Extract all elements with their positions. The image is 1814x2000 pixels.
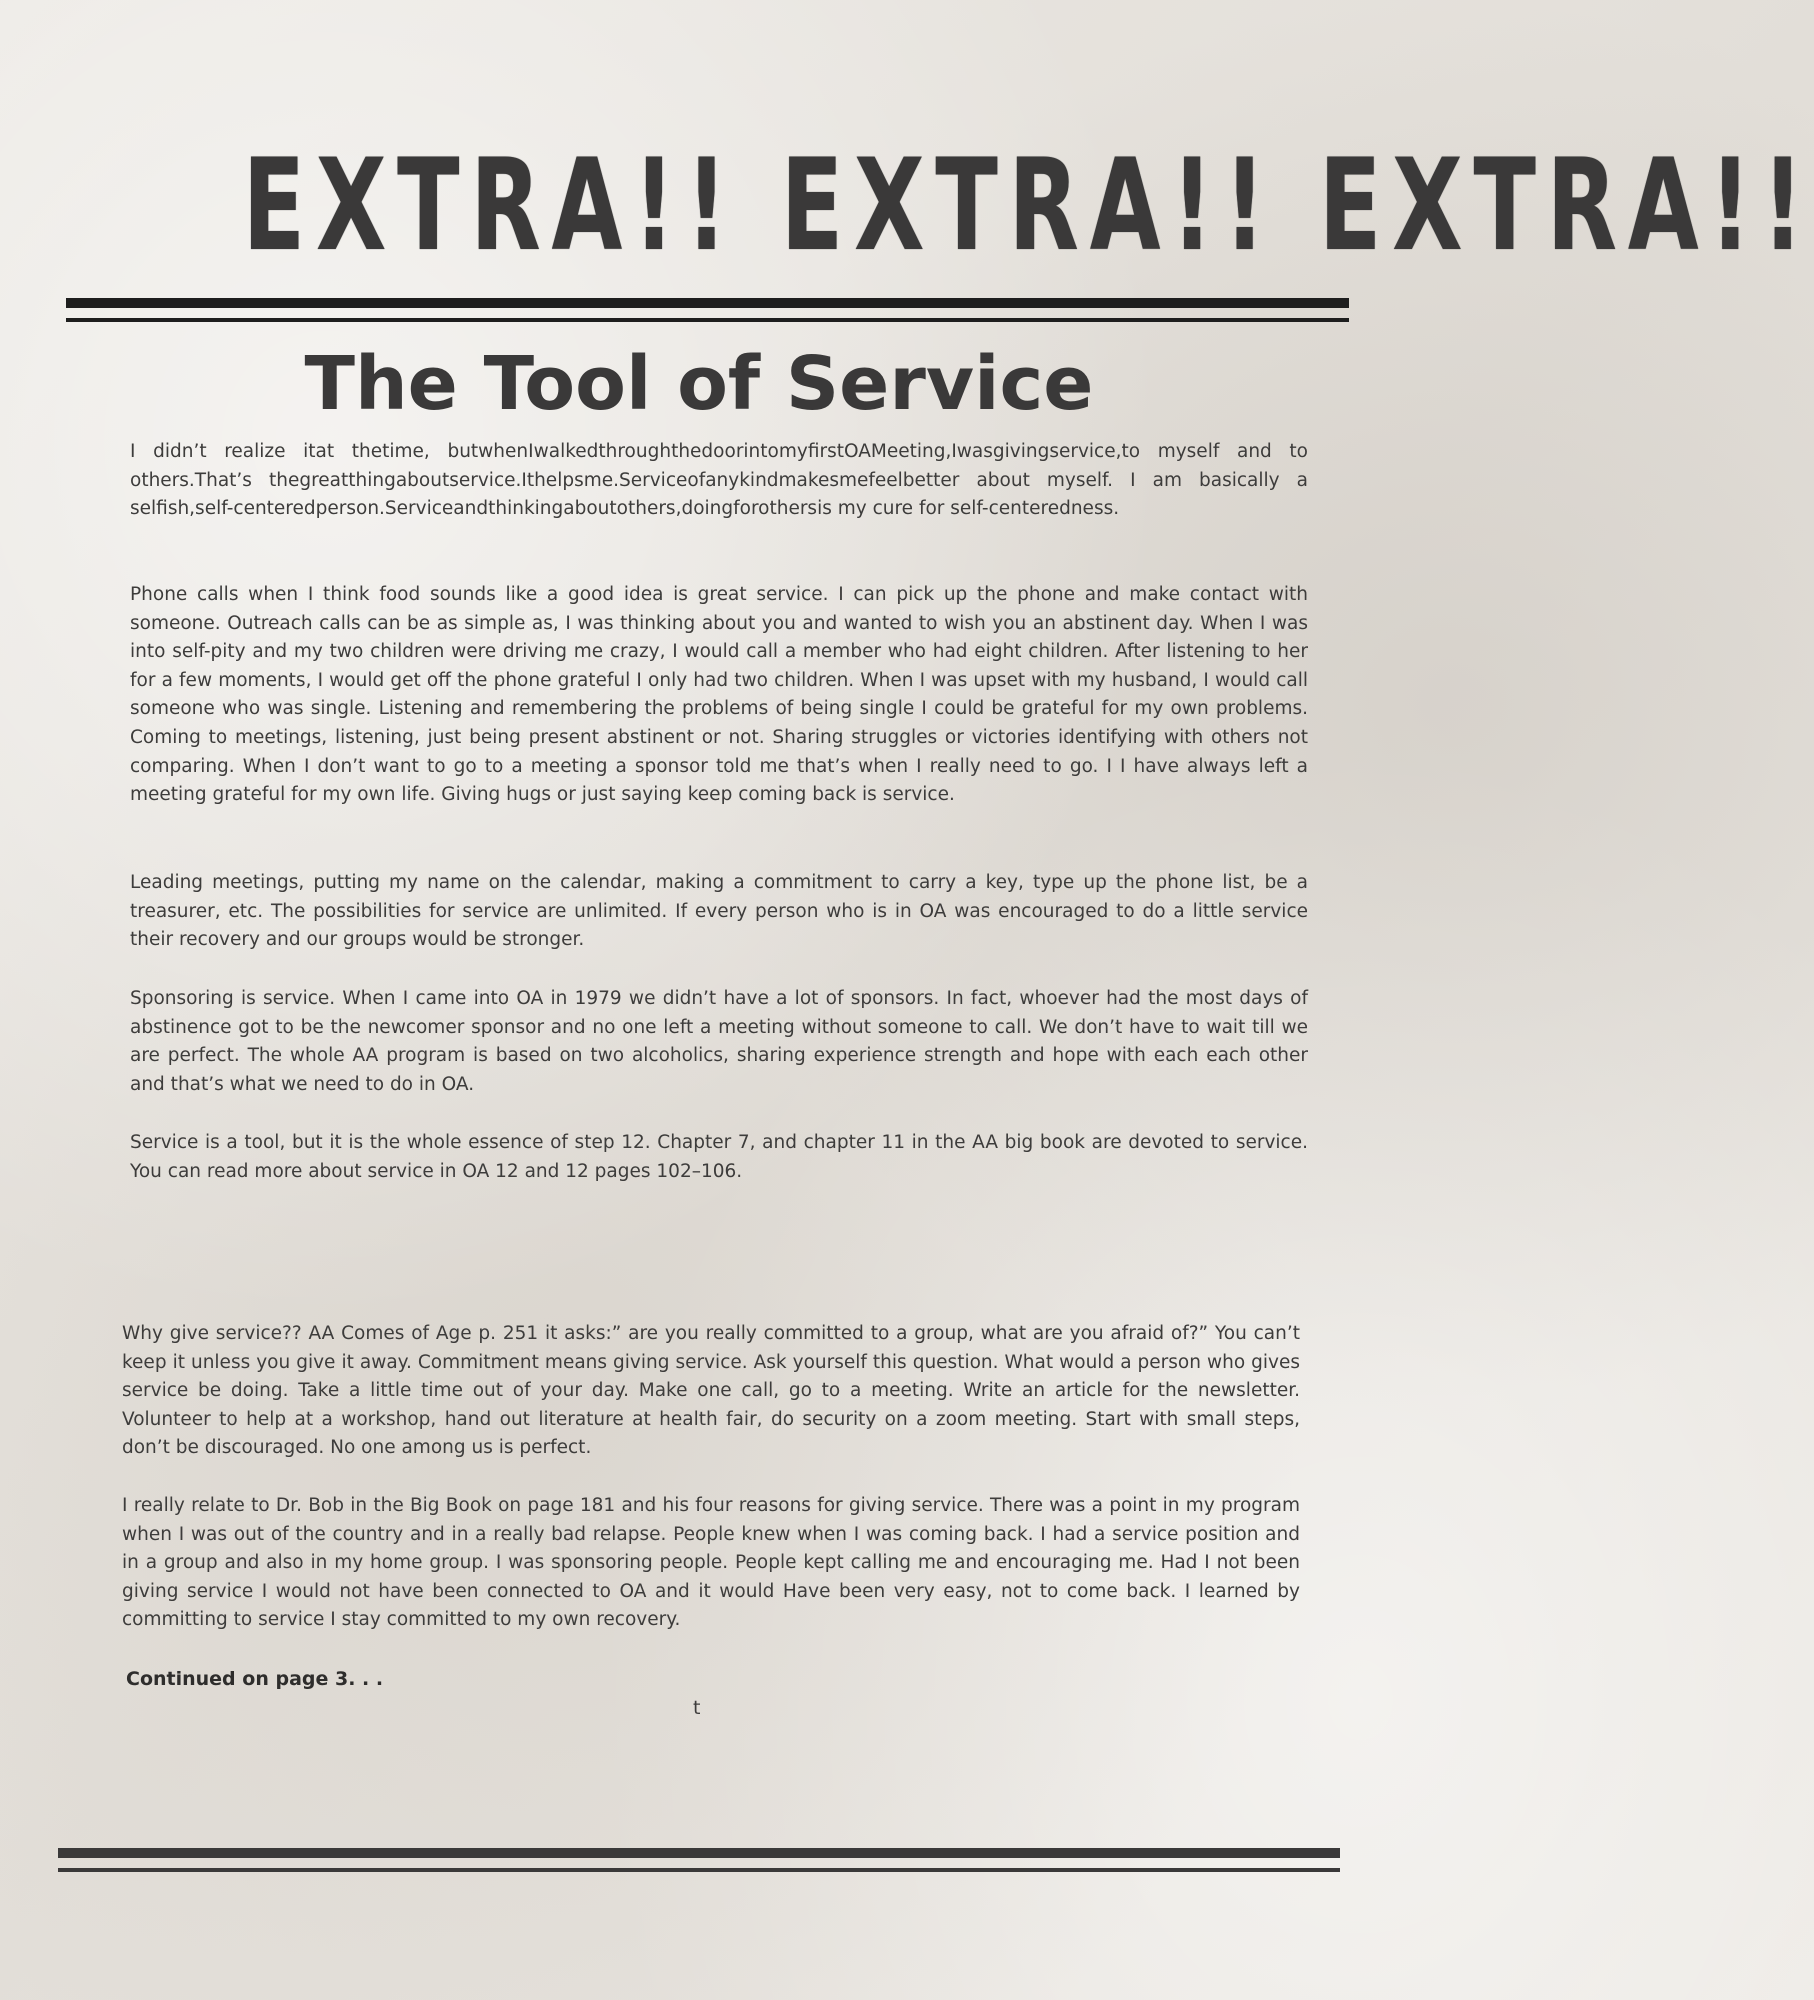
article-paragraph-3: Leading meetings, putting my name on the calendar, making a commitment to carry a key, type up the phone list, be a treasurer, etc. The possibilities for service are unlimited. If every person who is in OA was encouraged to do a little service their recovery and our groups would be stronger.	[130, 872, 1308, 951]
article-paragraph-5: Service is a tool, but it is the whole essence of step 12. Chapter 7, and chapter 11 in the AA big book are devoted to service. You can read more about service in OA 12 and 12 pages 102–106.	[130, 1132, 1308, 1182]
top-divider-thick	[66, 298, 1349, 308]
article-paragraph-7: I really relate to Dr. Bob in the Big Book on page 181 and his four reasons for giving service. There was a point in my program when I was out of the country and in a really bad relapse. People knew when I was coming back. I had a service position and in a group and also in my home group. I was sponsoring people. People kept calling me and encouraging me. Had I not been giving service I would not have been connected to OA and it would Have been very easy, not to come back. I learned by committing to service I stay committed to my own recovery.	[122, 1495, 1300, 1631]
top-divider-thin	[66, 318, 1349, 322]
bottom-divider-thin	[58, 1868, 1340, 1872]
article-paragraph-4: Sponsoring is service. When I came into OA in 1979 we didn’t have a lot of sponsors. In fact, whoever had the most days of abstinence got to be the newcomer sponsor and no one left a meeting without someone to call. We don’t have to wait till we are perfect. The whole AA program is based on two alcoholics, sharing experience strength and hope with each each other and that’s what we need to do in OA.	[130, 988, 1308, 1095]
article-paragraph-6: Why give service?? AA Comes of Age p. 251 it asks:” are you really committed to a group, what are you afraid of?” You can’t keep it unless you give it away. Commitment means giving service. Ask yourself this question. What would a person who gives service be doing. Take a little time out of your day. Make one call, go to a meeting. Write an article for the newsletter. Volunteer to help at a workshop, hand out literature at health fair, do security on a zoom meeting. Start with small steps, don’t be discouraged. No one among us is perfect.	[122, 1323, 1300, 1459]
masthead-banner: EXTRA!! EXTRA!! EXTRA!!	[242, 131, 1814, 279]
stray-character: t	[693, 1697, 701, 1719]
article-title: The Tool of Service	[304, 341, 1094, 427]
article-paragraph-2: Phone calls when I think food sounds like a good idea is great service. I can pick up the phone and make contact with someone. Outreach calls can be as simple as, I was thinking about you and wanted to wish you an abstinent day. When I was into self-pity and my two children were driving me crazy, I would call a member who had eight children. After listening to her for a few moments, I would get off the phone grateful I only had two children. When I was upset with my husband, I would call someone who was single. Listening and remembering the problems of being single I could be grateful for my own problems. Coming to meetings, listening, just being present abstinent or not. Sharing struggles or victories identifying with others not comparing. When I don’t want to go to a meeting a sponsor told me that’s when I really need to go. I I have always left a meeting grateful for my own life. Giving hugs or just saying keep coming back is service.	[130, 584, 1308, 806]
bottom-divider-thick	[58, 1848, 1340, 1858]
continued-notice: Continued on page 3. . .	[126, 1668, 384, 1690]
article-paragraph-1: I didn’t realize itat thetime, butwhenIwalkedthroughthedoorintomyfirstOAMeeting,Iwasgivingservice,to myself and to others.That’s thegreatthingaboutservice.Ithelpsme.Serviceofanykindmakesmefeelbetter about myself. I am basically a selfish,self-centeredperson.Serviceandthinkingaboutothers,doingforothersis my cure for self-centeredness.	[130, 441, 1308, 520]
